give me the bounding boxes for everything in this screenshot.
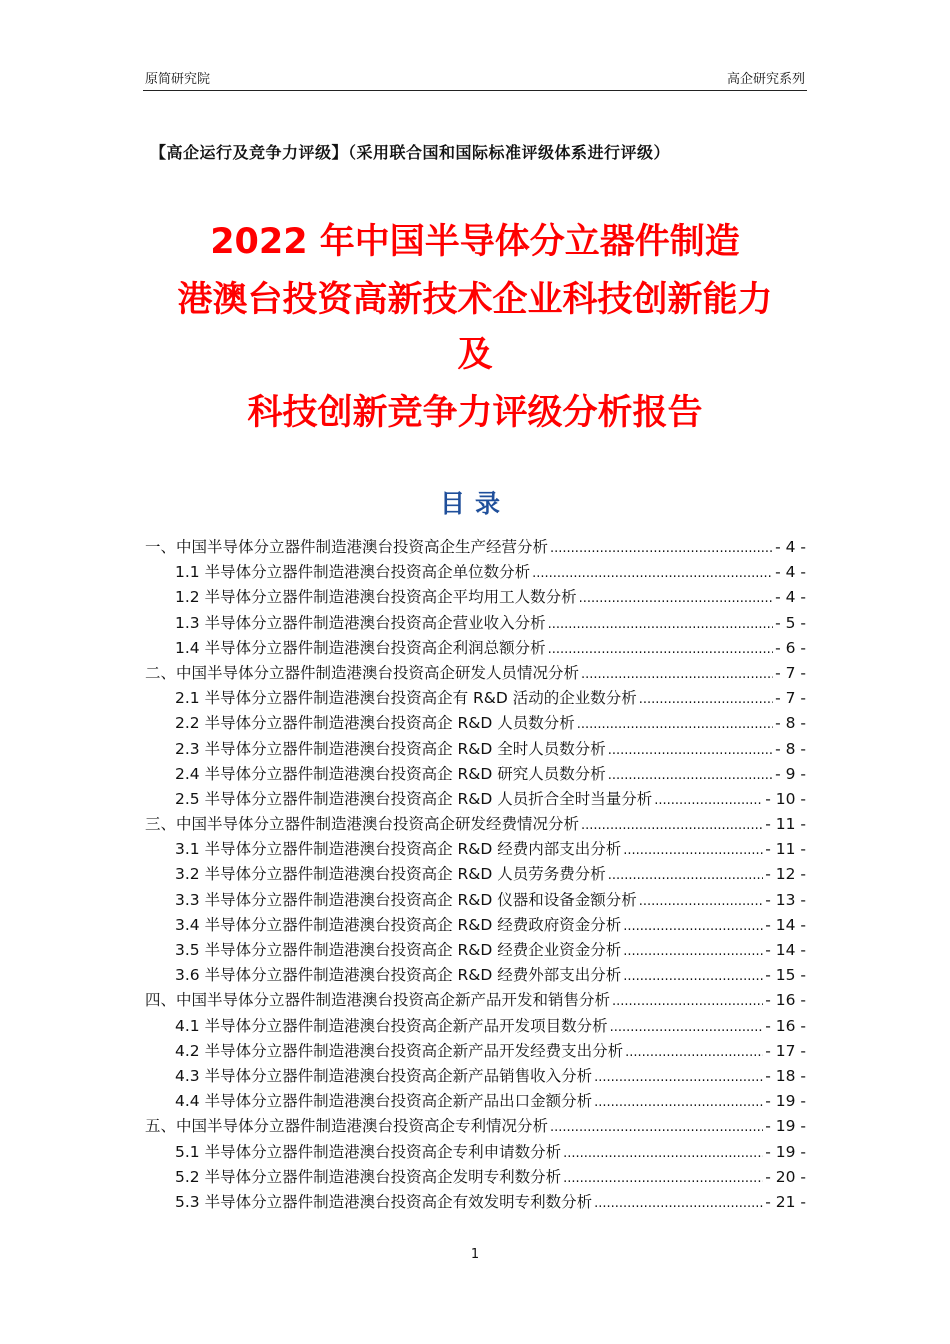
toc-entry-page[interactable]: - 4 - bbox=[775, 538, 806, 556]
toc-entry-label[interactable]: 3.3 半导体分立器件制造港澳台投资高企 R&D 仪器和设备金额分析 bbox=[175, 890, 637, 909]
toc-entry[interactable] bbox=[145, 611, 806, 636]
toc-entry[interactable] bbox=[145, 1190, 806, 1215]
toc-entry-label[interactable]: 4.2 半导体分立器件制造港澳台投资高企新产品开发经费支出分析 bbox=[175, 1041, 624, 1060]
toc-entry[interactable] bbox=[145, 938, 806, 963]
toc-entry-label[interactable]: 四、中国半导体分立器件制造港澳台投资高企新产品开发和销售分析 bbox=[145, 991, 611, 1010]
toc-entry-label[interactable]: 2.4 半导体分立器件制造港澳台投资高企 R&D 研究人员数分析 bbox=[175, 764, 606, 783]
toc-entry-page[interactable]: - 11 - bbox=[765, 840, 806, 859]
toc-leader-dots bbox=[608, 740, 773, 758]
toc-leader-dots bbox=[594, 1092, 763, 1110]
toc-entry-label[interactable]: 1.2 半导体分立器件制造港澳台投资高企平均用工人数分析 bbox=[175, 588, 577, 607]
toc-leader-dots bbox=[608, 865, 764, 883]
toc-entry-label[interactable]: 5.2 半导体分立器件制造港澳台投资高企发明专利数分析 bbox=[175, 1167, 562, 1186]
toc-entry[interactable] bbox=[145, 585, 806, 610]
toc-leader-dots bbox=[623, 941, 763, 959]
toc-entry[interactable] bbox=[145, 535, 806, 560]
toc-entry-page[interactable]: - 7 - bbox=[775, 689, 806, 708]
toc-leader-dots bbox=[625, 1042, 763, 1060]
toc-leader-dots bbox=[623, 840, 763, 858]
toc-entry[interactable] bbox=[145, 862, 806, 887]
toc-entry[interactable] bbox=[145, 636, 806, 661]
toc-entry[interactable] bbox=[145, 560, 806, 585]
toc-entry-label[interactable]: 2.2 半导体分立器件制造港澳台投资高企 R&D 人员数分析 bbox=[175, 714, 575, 733]
toc-leader-dots bbox=[579, 588, 774, 606]
toc-entry-page[interactable]: - 19 - bbox=[765, 1092, 806, 1111]
toc-leader-dots bbox=[548, 614, 774, 632]
toc-entry-page[interactable]: - 8 - bbox=[775, 739, 806, 758]
toc-entry-page[interactable]: - 10 - bbox=[765, 789, 806, 808]
toc-entry[interactable] bbox=[145, 1014, 806, 1039]
toc-entry[interactable] bbox=[145, 711, 806, 736]
toc-entry[interactable] bbox=[145, 686, 806, 711]
toc-entry-page[interactable]: - 12 - bbox=[765, 865, 806, 884]
toc-entry-page[interactable]: - 19 - bbox=[765, 1142, 806, 1161]
toc-entry-label[interactable]: 3.6 半导体分立器件制造港澳台投资高企 R&D 经费外部支出分析 bbox=[175, 966, 622, 985]
toc-entry-page[interactable]: - 6 - bbox=[775, 638, 806, 657]
toc-entry-label[interactable]: 4.3 半导体分立器件制造港澳台投资高企新产品销售收入分析 bbox=[175, 1066, 593, 1085]
toc-entry[interactable] bbox=[145, 1140, 806, 1165]
toc-leader-dots bbox=[623, 966, 763, 984]
toc-entry-label[interactable]: 2.3 半导体分立器件制造港澳台投资高企 R&D 全时人员数分析 bbox=[175, 739, 606, 758]
toc-entry[interactable] bbox=[145, 1064, 806, 1089]
toc-entry[interactable] bbox=[145, 762, 806, 787]
toc-leader-dots bbox=[610, 1017, 764, 1035]
toc-entry-page[interactable]: - 5 - bbox=[775, 613, 806, 632]
toc-entry-page[interactable]: - 14 - bbox=[765, 915, 806, 934]
toc-entry[interactable] bbox=[145, 837, 806, 862]
toc-entry-label[interactable]: 2.1 半导体分立器件制造港澳台投资高企有 R&D 活动的企业数分析 bbox=[175, 689, 637, 708]
table-of-contents bbox=[145, 535, 806, 1215]
toc-entry-page[interactable]: - 21 - bbox=[765, 1192, 806, 1211]
toc-entry-label[interactable]: 3.1 半导体分立器件制造港澳台投资高企 R&D 经费内部支出分析 bbox=[175, 840, 622, 859]
toc-entry[interactable] bbox=[145, 1114, 806, 1139]
toc-leader-dots bbox=[577, 714, 773, 732]
toc-entry-page[interactable]: - 4 - bbox=[775, 588, 806, 607]
toc-leader-dots bbox=[550, 1117, 763, 1135]
toc-leader-dots bbox=[532, 563, 773, 581]
toc-leader-dots bbox=[623, 916, 763, 934]
toc-leader-dots bbox=[550, 538, 773, 556]
toc-entry-page[interactable]: - 4 - bbox=[775, 563, 806, 582]
toc-entry[interactable] bbox=[145, 988, 806, 1013]
toc-leader-dots bbox=[548, 639, 774, 657]
header-org: 原简研究院 bbox=[145, 72, 211, 87]
title-line-1: 2022 年中国半导体分立器件制造 bbox=[210, 222, 740, 262]
toc-entry-label[interactable]: 1.3 半导体分立器件制造港澳台投资高企营业收入分析 bbox=[175, 613, 546, 632]
toc-leader-dots bbox=[594, 1067, 763, 1085]
toc-entry-page[interactable]: - 19 - bbox=[765, 1117, 806, 1136]
toc-entry-page[interactable]: - 9 - bbox=[775, 764, 806, 783]
toc-entry-label[interactable]: 五、中国半导体分立器件制造港澳台投资高企专利情况分析 bbox=[145, 1117, 549, 1136]
toc-entry-label[interactable]: 一、中国半导体分立器件制造港澳台投资高企生产经营分析 bbox=[145, 538, 549, 556]
toc-entry-page[interactable]: - 14 - bbox=[765, 941, 806, 959]
toc-entry[interactable] bbox=[145, 737, 806, 762]
toc-entry-label[interactable]: 4.1 半导体分立器件制造港澳台投资高企新产品开发项目数分析 bbox=[175, 1016, 608, 1035]
toc-entry[interactable] bbox=[145, 1165, 806, 1190]
toc-entry-label[interactable]: 3.5 半导体分立器件制造港澳台投资高企 R&D 经费企业资金分析 bbox=[175, 941, 622, 959]
toc-entry-page[interactable]: - 11 - bbox=[765, 815, 806, 834]
toc-entry-page[interactable]: - 15 - bbox=[765, 966, 806, 985]
toc-entry-label[interactable]: 1.1 半导体分立器件制造港澳台投资高企单位数分析 bbox=[175, 563, 531, 582]
page-header bbox=[143, 66, 807, 91]
toc-leader-dots bbox=[563, 1143, 763, 1161]
toc-leader-dots bbox=[654, 790, 763, 808]
toc-leader-dots bbox=[581, 664, 773, 682]
toc-leader-dots bbox=[612, 991, 763, 1009]
toc-entry[interactable] bbox=[145, 963, 806, 988]
toc-entry-page[interactable]: - 20 - bbox=[765, 1167, 806, 1186]
page-number: 1 bbox=[470, 1247, 480, 1262]
toc-heading: 目录 bbox=[439, 489, 510, 518]
toc-entry-label[interactable]: 三、中国半导体分立器件制造港澳台投资高企研发经费情况分析 bbox=[145, 815, 580, 834]
toc-leader-dots bbox=[581, 815, 763, 833]
toc-entry-label[interactable]: 3.2 半导体分立器件制造港澳台投资高企 R&D 人员劳务费分析 bbox=[175, 865, 606, 884]
toc-entry[interactable] bbox=[145, 787, 806, 812]
toc-leader-dots bbox=[563, 1168, 763, 1186]
toc-entry-label[interactable]: 1.4 半导体分立器件制造港澳台投资高企利润总额分析 bbox=[175, 638, 546, 657]
header-series: 高企研究系列 bbox=[726, 72, 805, 87]
toc-entry-label[interactable]: 二、中国半导体分立器件制造港澳台投资高企研发人员情况分析 bbox=[145, 663, 580, 682]
toc-entry-page[interactable]: - 18 - bbox=[765, 1066, 806, 1085]
toc-entry[interactable] bbox=[145, 812, 806, 837]
toc-entry-page[interactable]: - 7 - bbox=[775, 663, 806, 682]
toc-leader-dots bbox=[608, 765, 773, 783]
report-subtitle: 【高企运行及竞争力评级】（采用联合国和国际标准评级体系进行评级） bbox=[150, 143, 671, 162]
toc-entry[interactable] bbox=[145, 913, 806, 938]
toc-entry-page[interactable]: - 8 - bbox=[775, 714, 806, 733]
title-line-2: 港澳台投资高新技术企业科技创新能力 bbox=[177, 280, 773, 320]
toc-entry-label[interactable]: 2.5 半导体分立器件制造港澳台投资高企 R&D 人员折合全时当量分析 bbox=[175, 789, 653, 808]
toc-entry-page[interactable]: - 16 - bbox=[765, 1016, 806, 1035]
toc-entry[interactable] bbox=[145, 888, 806, 913]
title-line-4: 科技创新竞争力评级分析报告 bbox=[247, 393, 703, 433]
toc-entry-page[interactable]: - 13 - bbox=[765, 890, 806, 909]
title-line-3: 及 bbox=[457, 335, 493, 375]
toc-leader-dots bbox=[594, 1193, 763, 1211]
toc-entry-label[interactable]: 3.4 半导体分立器件制造港澳台投资高企 R&D 经费政府资金分析 bbox=[175, 915, 622, 934]
toc-leader-dots bbox=[639, 891, 764, 909]
toc-entry[interactable] bbox=[145, 1039, 806, 1064]
toc-entry-page[interactable]: - 16 - bbox=[765, 991, 806, 1010]
toc-entry[interactable] bbox=[145, 1089, 806, 1114]
toc-entry-label[interactable]: 4.4 半导体分立器件制造港澳台投资高企新产品出口金额分析 bbox=[175, 1092, 593, 1111]
toc-leader-dots bbox=[639, 689, 773, 707]
toc-entry-page[interactable]: - 17 - bbox=[765, 1041, 806, 1060]
toc-entry-label[interactable]: 5.3 半导体分立器件制造港澳台投资高企有效发明专利数分析 bbox=[175, 1192, 593, 1211]
toc-entry[interactable] bbox=[145, 661, 806, 686]
toc-entry-label[interactable]: 5.1 半导体分立器件制造港澳台投资高企专利申请数分析 bbox=[175, 1142, 562, 1161]
